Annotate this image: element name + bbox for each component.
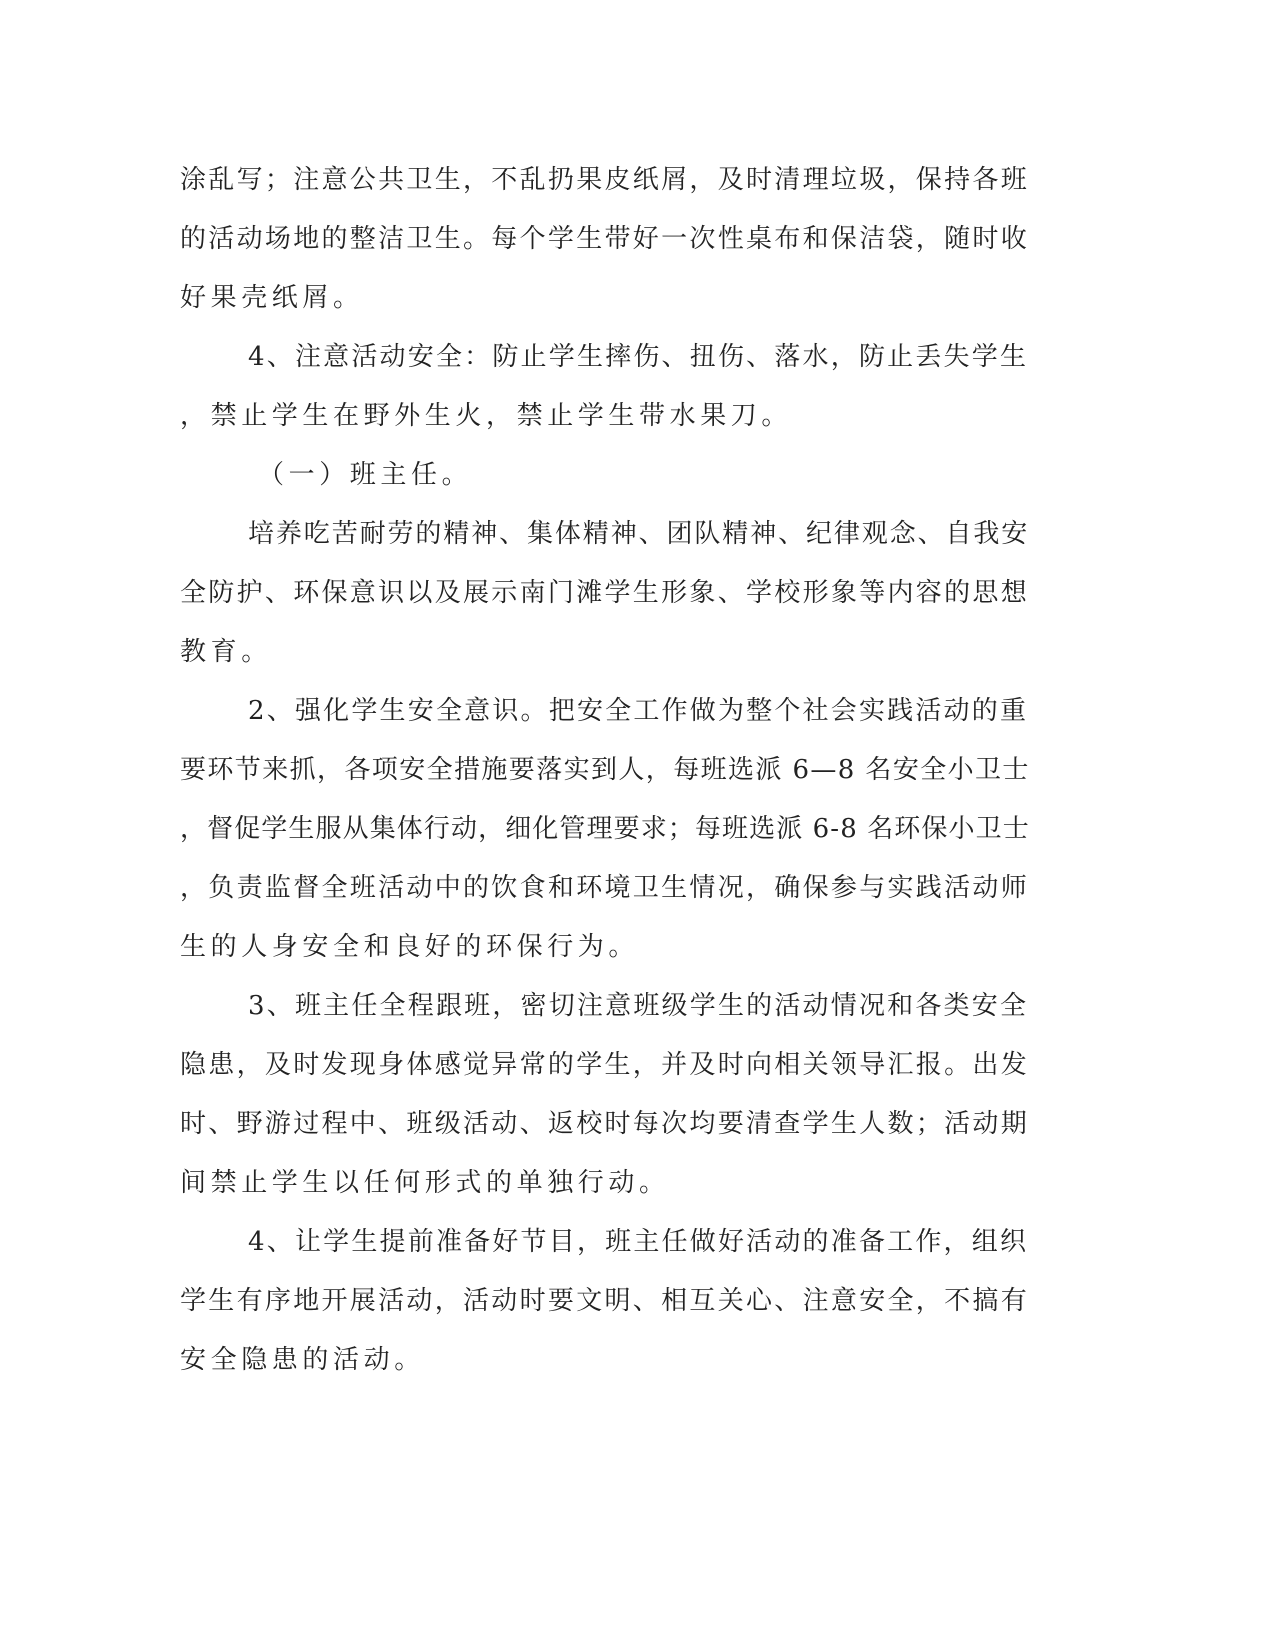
text-line: ，禁止学生在野外生火，禁止学生带水果刀。	[180, 401, 793, 431]
paragraph-first-line: 4、让学生提前准备好节目，班主任做好活动的准备工作，组织	[248, 1227, 1029, 1257]
paragraph-first-line: 培养吃苦耐劳的精神、集体精神、团队精神、纪律观念、自我安	[248, 519, 1030, 549]
text-line: 隐患，及时发现身体感觉异常的学生，并及时向相关领导汇报。出发	[180, 1050, 1030, 1080]
text-line: 学生有序地开展活动，活动时要文明、相互关心、注意安全，不搞有	[180, 1286, 1030, 1316]
paragraph-first-line: 3、班主任全程跟班，密切注意班级学生的活动情况和各类安全	[248, 991, 1029, 1021]
text-line: 好果壳纸屑。	[180, 283, 364, 313]
text-line: 生的人身安全和良好的环保行为。	[180, 932, 640, 962]
text-line: ，督促学生服从集体行动，细化管理要求；每班选派 6-8 名环保小卫士	[180, 814, 1030, 844]
paragraph-first-line: 2、强化学生安全意识。把安全工作做为整个社会实践活动的重	[248, 696, 1029, 726]
text-line: 要环节来抓，各项安全措施要落实到人，每班选派 6—8 名安全小卫士	[180, 755, 1030, 785]
text-line: ，负责监督全班活动中的饮食和环境卫生情况，确保参与实践活动师	[180, 873, 1030, 903]
text-line: 涂乱写；注意公共卫生，不乱扔果皮纸屑，及时清理垃圾，保持各班	[180, 165, 1030, 195]
text-line: 的活动场地的整洁卫生。每个学生带好一次性桌布和保洁袋，随时收	[180, 224, 1030, 254]
paragraph-first-line: 4、注意活动安全：防止学生摔伤、扭伤、落水，防止丢失学生	[248, 342, 1029, 372]
text-line: 教育。	[180, 637, 272, 667]
text-line: 安全隐患的活动。	[180, 1345, 425, 1375]
section-heading: （一）班主任。	[258, 460, 473, 490]
text-line: 时、野游过程中、班级活动、返校时每次均要清查学生人数；活动期	[180, 1109, 1030, 1139]
text-line: 全防护、环保意识以及展示南门滩学生形象、学校形象等内容的思想	[180, 578, 1030, 608]
text-line: 间禁止学生以任何形式的单独行动。	[180, 1168, 670, 1198]
